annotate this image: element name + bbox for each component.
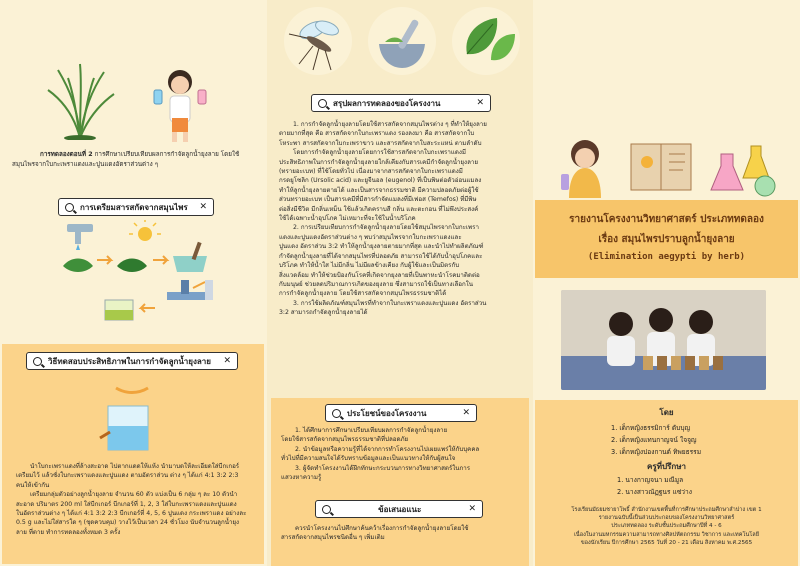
summary-line: กำจัดลูกน้ำยุงลายที่ได้จากสมุนไพรที่ปลอดภัย สามารถใช้ได้กับน้ำอุปโภคและ: [279, 252, 483, 260]
summary-line: ทำให้ลูกน้ำยุงลายตายได้ และเป็นสารจากธรรมชาติ มีความปลอดภัยต่อผู้ใช้: [279, 186, 479, 194]
search-bar-text: สรุปผลการทดลองของโครงงาน: [333, 98, 441, 108]
group-photo: [561, 290, 766, 390]
close-icon[interactable]: ✕: [199, 202, 207, 212]
search-bar-extract-prep[interactable]: [58, 198, 214, 216]
summary-text: [279, 120, 525, 318]
summary-line: ประสิทธิภาพในการกำจัดลูกน้ำยุงลายใกล้เคียงกับสารเคมีกำจัดลูกน้ำยุงลาย: [279, 158, 478, 166]
summary-line: กรดยูโซลิก (Ursolic acid) และยูจีนอล (eugenol) ที่เป็นพิษต่อตัวอ่อนแมลง: [279, 177, 482, 185]
close-icon[interactable]: ✕: [476, 98, 484, 108]
advisor-label: ครูที่ปรึกษา: [647, 462, 686, 471]
panel-left: [0, 0, 267, 566]
project-title: เรื่อง สมุนไพรปราบลูกน้ำยุงลาย: [598, 234, 735, 245]
method-text: [16, 462, 256, 537]
basil-leaf-icon: [447, 4, 525, 78]
method-line: เตรียมไว้ แล้วชั่งใบกะเพราแดงและปูนแดง ตามอัตราส่วน ต่าง ๆ ได้แก่ 4:1 3:2 2:3: [16, 472, 239, 480]
benefit-line: ทั่วไปที่มีความสนใจได้รับทราบข้อมูลและเป็นแนวทางให้กับผู้สนใจ: [281, 455, 456, 463]
member-name: 2. เด็กหญิงแทนกาญจน์ ใจจูญ: [611, 436, 697, 444]
project-title-en: (Elimination aegypti by herb): [587, 252, 746, 262]
search-icon: [318, 99, 327, 108]
scientist-girl-icon: [150, 60, 210, 145]
summary-line: ส่วนทรายอะเบท เป็นสารเคมีที่มีสารกำจัดแมลงที่มีเฟอส (Temefos) ที่มีพิษ: [279, 196, 477, 204]
advisor-name: 2. นางสาวณัฏฐนร แซ่ว่าง: [617, 488, 692, 496]
search-bar-text: ข้อเสนอแนะ: [378, 504, 422, 514]
method-line: สะอาด ปริมาตร 200 ml ใส่บีกเกอร์ บีกเกอร์ที่ 1, 2, 3 ใส่ใบกะเพราแดงและปูนแดง: [16, 500, 237, 508]
experiment-2-intro: [12, 150, 252, 169]
summary-line: การกำจัดลูกน้ำยุงลาย โดยใช้สารสกัดจากสมุนไพรธรรมชาติได้: [279, 290, 447, 298]
benefit-line: 2. นำข้อมูลหรือความรู้ที่ได้จากการทำโครงงานไปเผยแพร่ให้กับบุคคล: [295, 445, 480, 453]
cover-illustration: [551, 124, 786, 200]
summary-line: 2. การเปรียบเทียบการกำจัดลูกน้ำยุงลายโดยใช้สมุนไพรจากใบกะเพรา: [293, 224, 479, 232]
mortar-pestle-icon: [363, 4, 441, 78]
method-line: คนให้เข้ากัน: [16, 481, 50, 489]
by-label: โดย: [659, 408, 674, 417]
summary-line: โหระพา สารสกัดจากใบกะเพราขาว และสารสกัดจากใบสะระแหน่ ตามลำดับ: [279, 139, 482, 147]
close-icon[interactable]: ✕: [468, 504, 476, 514]
summary-line: สิ่งแวดล้อม ทำให้ช่วยป้องกันโรคที่เกิดจากยุงลายที่เป็นพาหะนำโรคมาติดต่อ: [279, 271, 480, 279]
beaker-icon: [98, 378, 162, 458]
method-line: นำใบกะเพราแดงที่ล้างสะอาด ไปตากแดดให้แห้ง นำมาบดให้ละเอียดใส่บีกเกอร์: [30, 463, 240, 470]
summary-line: (ทรายอะเบท) ที่ใช้โดยทั่วไป เนื่องมาจากสารสกัดจากใบกะเพราแดงมี: [279, 168, 463, 176]
method-box: [2, 344, 264, 564]
benefit-line: แสวงหาความรู้: [281, 474, 322, 482]
search-icon: [332, 409, 341, 418]
search-bar-summary[interactable]: [311, 94, 491, 112]
member-name: 3. เด็กหญิงปองกานต์ ทิพยธรรม: [611, 448, 702, 456]
footer-info: [541, 506, 792, 547]
close-icon[interactable]: ✕: [223, 356, 231, 366]
benefit-line: โดยใช้สารสกัดจากสมุนไพรธรรมชาติที่ปลอดภัย: [281, 436, 409, 444]
credits-box: [535, 400, 798, 566]
footer-line: ประเภททดลอง ระดับชั้นประถมศึกษาปีที่ 4 - 6: [611, 523, 722, 530]
summary-line: ตายมากที่สุด คือ สารสกัดจากใบกะเพราแดง รองลงมา คือ สารสกัดจากใบ: [279, 130, 475, 138]
panel-middle: [267, 0, 533, 566]
summary-line: ต่อสิ่งมีชีวิต มีกลิ่นเหม็น ใช้แล้วเกิดคราบสี กลิ่น และตะกอน ที่ไม่พึงประสงค์: [279, 205, 479, 213]
advisor-name: 1. นางกาญจนา มณีมูล: [617, 476, 684, 484]
method-line: ในอัตราส่วนต่าง ๆ ได้แก่ 4:1 3:2 2:3 บีกเกอร์ที่ 4, 5, 6 ปูนแดง กระเพราแดง อย่างละ: [16, 510, 247, 518]
benefit-line: 1. ได้ศึกษาการศึกษาเปรียบเทียบผลการกำจัดลูกน้ำยุงลาย: [295, 427, 448, 434]
footer-line: โรงเรียนมัธยมชายาโพธิ์ สำนักงานเขตพื้นที่การศึกษาประถมศึกษาลำปาง เขต 1: [571, 507, 762, 513]
summary-line: ใช้ได้เฉพาะน้ำอุปโภค ไม่เหมาะที่จะใช้ในน้ำบริโภค: [279, 215, 416, 223]
extract-process-diagram: [55, 220, 235, 340]
summary-line: 1. การกำจัดลูกน้ำยุงลายโดยใช้สารสกัดจากสมุนไพรต่าง ๆ ที่ทำให้ยุงลาย: [293, 121, 487, 128]
summary-line: แดงและปูนแดงอัตราส่วนต่าง ๆ พบว่าสมุนไพรจากใบกะเพราแดงและ: [279, 233, 462, 241]
search-bar-text: วิธีทดสอบประสิทธิภาพในการกำจัดลูกน้ำยุงลาย: [48, 356, 211, 366]
suggestion-line: ควรนำโครงงานไปศึกษาค้นคว้าเรื่องการกำจัดลูกน้ำยุงลายโดยใช้: [295, 525, 469, 532]
close-icon[interactable]: ✕: [462, 408, 470, 418]
title-box: [535, 200, 798, 278]
experiment-2-desc: การศึกษาเปรียบเทียบผลการกำจัดลูกน้ำยุงลาย โดยใช้สมุนไพรจากใบกะเพราแดงและปูนแดงอัตราส่วนต่าง ๆ: [12, 151, 240, 168]
footer-line: รายงานฉบับนี้เป็นส่วนประกอบของโครงงานวิทยาศาสตร์: [598, 515, 735, 522]
benefit-line: 3. ผู้จัดทำโครงงานได้ฝึกทักษะกระบวนการทางวิทยาศาสตร์ในการ: [295, 464, 471, 472]
footer-line: เนื่องในงานมหกรรมความสามารถทางศิลปหัตถกรรม วิชาการ และเทคโนโลยี: [574, 531, 759, 538]
summary-line: กับมนุษย์ ช่วยลดปริมาณการเกิดของยุงลาย ซึ่งสามารถใช้เป็นทางเลือกใน: [279, 280, 473, 288]
grass-icon: [40, 60, 120, 140]
panel-right: [533, 0, 800, 566]
search-bar-suggestion[interactable]: [315, 500, 483, 518]
search-icon: [65, 203, 74, 212]
search-bar-method[interactable]: [26, 352, 238, 370]
search-icon: [322, 505, 331, 514]
summary-line: บริโภค ทำให้น้ำใส ไม่มีกลิ่น ไม่มีผลข้างเคียง กับผู้ใช้และเป็นมิตรกับ: [279, 262, 460, 270]
search-icon: [33, 357, 42, 366]
summary-line: ปูนแดง อัตราส่วน 3:2 ทำให้ลูกน้ำยุงลายตายมากที่สุด และนำไปทำผลิตภัณฑ์: [279, 243, 484, 251]
search-bar-text: ประโยชน์ของโครงงาน: [347, 408, 427, 418]
search-bar-benefit[interactable]: [325, 404, 477, 422]
report-title: รายงานโครงงานวิทยาศาสตร์ ประเภททดลอง: [569, 214, 764, 225]
method-line: เตรียมกลุ่มตัวอย่างลูกน้ำยุงลาย จำนวน 60 ตัว แบ่งเป็น 6 กลุ่ม ๆ ละ 10 ตัวนำ: [30, 491, 238, 499]
suggestion-text: [281, 524, 525, 543]
suggestion-line: สารสกัดจากสมุนไพรชนิดอื่น ๆ เพิ่มเติม: [281, 534, 385, 542]
method-line: 0.5 g และไม่ใส่สารใด ๆ (ชุดควบคุม) วางไว้เป็นเวลา 24 ชั่วโมง นับจำนวนลูกน้ำยุง: [16, 519, 240, 527]
summary-line: 3:2 สามารถกำจัดลูกน้ำยุงลายได้: [279, 309, 368, 317]
search-bar-text: การเตรียมสารสกัดจากสมุนไพร: [80, 202, 188, 212]
mosquito-icon: [279, 4, 357, 78]
summary-line: 3. การใช้ผลิตภัณฑ์สมุนไพรที่ทำจากใบกะเพราแดงและปูนแดง อัตราส่วน: [293, 299, 487, 307]
benefit-text: [281, 426, 525, 482]
footer-line: ของนักเรียน ปีการศึกษา 2565 วันที่ 20 - 21 เดือน สิงหาคม พ.ศ.2565: [580, 539, 753, 546]
summary-line: โดยการกำจัดลูกน้ำยุงลายโดยการใช้สารสกัดจากใบกะเพราแดงมี: [293, 149, 466, 157]
member-name: 1. เด็กหญิงธรรมิการ์ ดับบุญ: [611, 424, 691, 432]
experiment-2-heading: การทดลองตอนที่ 2: [40, 151, 93, 158]
method-line: ลาย ที่ตาย ทำการทดลองทั้งหมด 3 ครั้ง: [16, 528, 121, 536]
